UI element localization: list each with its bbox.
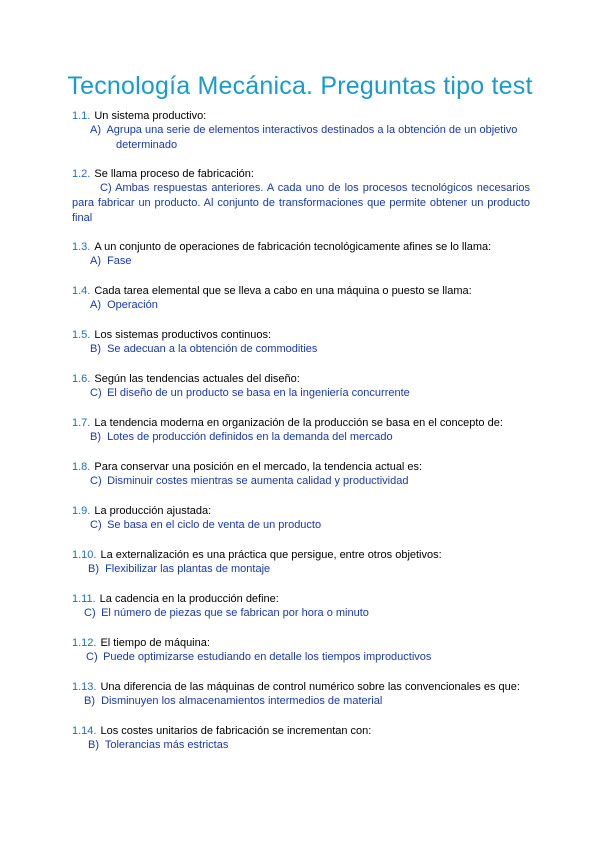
question-1-8 bbox=[72, 460, 532, 474]
answer-letter: B) bbox=[88, 563, 99, 575]
question-text: La externalización es una práctica que persigue, entre otros objetivos: bbox=[100, 549, 442, 561]
question-number: 1.3. bbox=[72, 241, 91, 253]
question-number: 1.12. bbox=[72, 637, 97, 649]
question-1-1 bbox=[72, 109, 532, 123]
answer-1-1 bbox=[72, 123, 530, 153]
answer-1-10 bbox=[72, 562, 530, 577]
question-1-2 bbox=[72, 167, 532, 181]
question-text: La producción ajustada: bbox=[94, 505, 212, 517]
answer-text: Se adecuan a la obtención de commodities bbox=[107, 343, 318, 355]
question-text: Cada tarea elemental que se lleva a cabo en una máquina o puesto se llama: bbox=[94, 285, 472, 297]
answer-text: El número de piezas que se fabrican por hora o minuto bbox=[101, 607, 369, 619]
question-1-12 bbox=[72, 636, 532, 650]
question-number: 1.6. bbox=[72, 373, 91, 385]
question-number: 1.11. bbox=[72, 593, 96, 605]
answer-letter: C) bbox=[84, 607, 96, 619]
answer-letter: B) bbox=[90, 343, 101, 355]
question-text: El tiempo de máquina: bbox=[100, 637, 210, 649]
question-text: Se llama proceso de fabricación: bbox=[94, 168, 254, 180]
question-number: 1.5. bbox=[72, 329, 91, 341]
answer-letter: B) bbox=[90, 431, 101, 443]
question-number: 1.8. bbox=[72, 461, 91, 473]
answer-text: Puede optimizarse estudiando en detalle los tiempos improductivos bbox=[103, 651, 432, 663]
question-1-10 bbox=[72, 548, 532, 562]
answer-1-7 bbox=[72, 430, 530, 445]
question-text: Los costes unitarios de fabricación se incrementan con: bbox=[100, 725, 372, 737]
question-text: La cadencia en la producción define: bbox=[99, 593, 279, 605]
question-1-3 bbox=[72, 240, 532, 254]
question-1-6 bbox=[72, 372, 532, 386]
answer-1-13 bbox=[72, 694, 530, 709]
answer-1-4 bbox=[72, 298, 530, 313]
question-number: 1.7. bbox=[72, 417, 91, 429]
answer-letter: C) bbox=[90, 475, 102, 487]
answer-letter: C) bbox=[100, 182, 112, 194]
answer-text-continued: determinado bbox=[116, 139, 178, 151]
answer-text: Operación bbox=[107, 299, 158, 311]
question-number: 1.4. bbox=[72, 285, 91, 297]
answer-letter: C) bbox=[90, 387, 102, 399]
answer-letter: A) bbox=[90, 255, 101, 267]
answer-letter: B) bbox=[88, 739, 99, 751]
page-title: Tecnología Mecánica. Preguntas tipo test bbox=[67, 72, 533, 100]
answer-1-11 bbox=[72, 606, 530, 621]
question-1-7 bbox=[72, 416, 542, 430]
answer-1-12 bbox=[72, 650, 530, 665]
question-1-11 bbox=[72, 592, 532, 606]
question-number: 1.9. bbox=[72, 505, 91, 517]
answer-1-8 bbox=[72, 474, 530, 489]
answer-1-6 bbox=[72, 386, 530, 401]
question-1-13 bbox=[72, 680, 542, 694]
answer-1-5 bbox=[72, 342, 530, 357]
question-text: Para conservar una posición en el mercado, la tendencia actual es: bbox=[94, 461, 423, 473]
answer-1-9 bbox=[72, 518, 530, 533]
answer-letter: B) bbox=[84, 695, 95, 707]
answer-letter: A) bbox=[90, 299, 101, 311]
answer-text: Disminuir costes mientras se aumenta calidad y productividad bbox=[107, 475, 409, 487]
question-1-5 bbox=[72, 328, 532, 342]
answer-text: Tolerancias más estrictas bbox=[104, 739, 229, 751]
answer-text: Flexibilizar las plantas de montaje bbox=[105, 563, 271, 575]
question-number: 1.14. bbox=[72, 725, 97, 737]
question-number: 1.1. bbox=[72, 110, 91, 122]
question-text: A un conjunto de operaciones de fabricación tecnológicamente afines se lo llama: bbox=[94, 241, 492, 253]
answer-text: Disminuyen los almacenamientos intermedios de material bbox=[101, 695, 383, 707]
answer-letter: C) bbox=[86, 651, 98, 663]
question-1-4 bbox=[72, 284, 532, 298]
answer-1-2 bbox=[72, 181, 530, 226]
question-text: Un sistema productivo: bbox=[94, 110, 207, 122]
question-text: Los sistemas productivos continuos: bbox=[94, 329, 272, 341]
question-1-14 bbox=[72, 724, 532, 738]
question-text: Según las tendencias actuales del diseño: bbox=[94, 373, 300, 385]
question-text: La tendencia moderna en organización de la producción se basa en el concepto de: bbox=[94, 417, 503, 429]
answer-text: Lotes de producción definidos en la demanda del mercado bbox=[107, 431, 393, 443]
answer-text: El diseño de un producto se basa en la ingeniería concurrente bbox=[107, 387, 410, 399]
question-number: 1.2. bbox=[72, 168, 91, 180]
answer-text: Ambas respuestas anteriores. A cada uno de los procesos tecnológicos necesarios para fabricar un producto. Al conjunto de transformaciones que permite obtener un producto final bbox=[72, 182, 531, 224]
answer-letter: C) bbox=[90, 519, 102, 531]
question-number: 1.10. bbox=[72, 549, 97, 561]
question-number: 1.13. bbox=[72, 681, 97, 693]
question-1-9 bbox=[72, 504, 532, 518]
answer-letter: A) bbox=[90, 124, 101, 136]
question-text: Una diferencia de las máquinas de control numérico sobre las convencionales es que: bbox=[100, 681, 520, 693]
answer-text: Se basa en el ciclo de venta de un producto bbox=[107, 519, 322, 531]
answer-text: Agrupa una serie de elementos interactivos destinados a la obtención de un objetivo bbox=[106, 124, 518, 136]
answer-text: Fase bbox=[107, 255, 132, 267]
answer-1-3 bbox=[72, 254, 530, 269]
answer-1-14 bbox=[72, 738, 530, 753]
